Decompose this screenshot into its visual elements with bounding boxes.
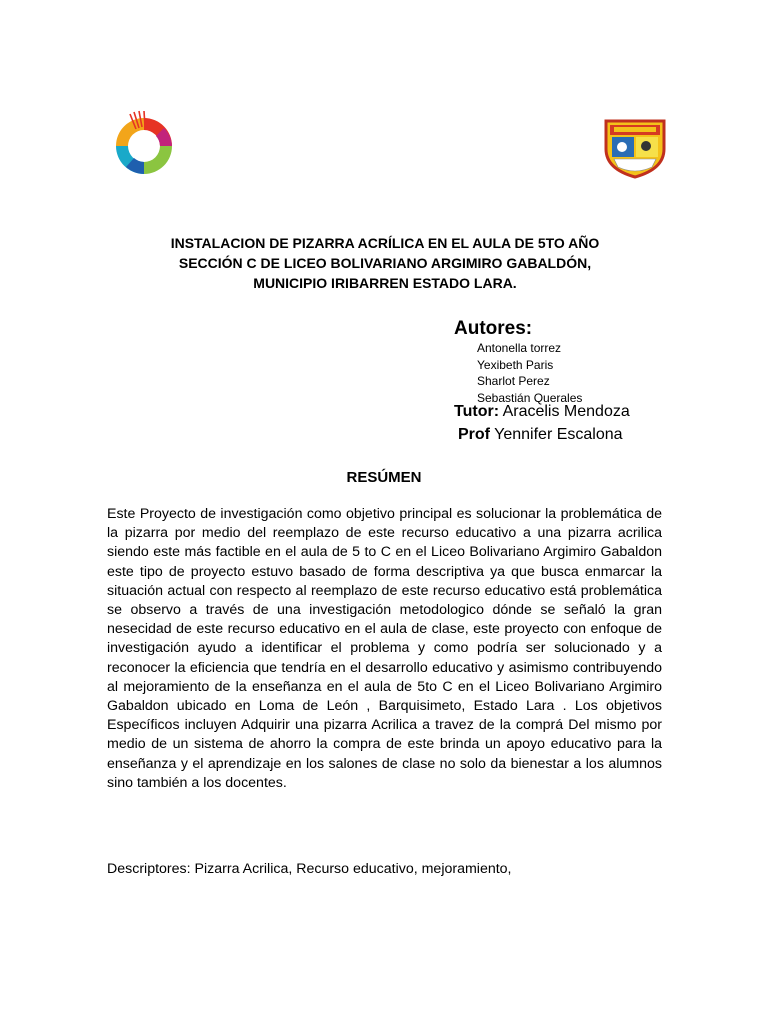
abstract-heading: RESÚMEN xyxy=(346,469,422,486)
tutor-line xyxy=(454,403,630,421)
author-name: Sharlot Perez xyxy=(477,374,550,388)
school-shield-crest-icon xyxy=(602,113,668,179)
authors-list xyxy=(477,340,582,406)
circular-color-ring-logo-icon xyxy=(106,110,182,182)
prof-label: Prof xyxy=(458,426,490,443)
author-name: Yexibeth Paris xyxy=(477,357,554,372)
prof-name: Yennifer Escalona xyxy=(494,426,623,443)
keywords-line: Descriptores: Pizarra Acrilica, Recurso educativo, mejoramiento, xyxy=(107,861,512,877)
author-name: Sebastián Querales xyxy=(477,390,583,405)
title-line: MUNICIPIO IRIBARREN ESTADO LARA. xyxy=(253,275,517,291)
institution-logo-left xyxy=(106,110,182,182)
prof-line xyxy=(458,426,623,444)
school-crest-logo-right xyxy=(602,113,668,179)
tutor-name: Aracelis Mendoza xyxy=(502,403,630,420)
title-line: SECCIÓN C DE LICEO BOLIVARIANO ARGIMIRO GABALDÓN, xyxy=(178,255,592,271)
tutor-label: Tutor: xyxy=(454,403,500,420)
title-line: INSTALACION DE PIZARRA ACRÍLICA EN EL AULA DE 5TO AÑO xyxy=(170,235,600,251)
document-title xyxy=(150,233,620,293)
author-name: Antonella torrez xyxy=(477,341,562,355)
authors-heading: Autores: xyxy=(454,318,533,339)
abstract-body: Este Proyecto de investigación como objetivo principal es solucionar la problemática de la pizarra por medio del reemplazo de este recurso educativo a una pizarra acrilica siendo este más factible en el aula de 5 to C en el Liceo Bolivariano Argimiro Gabaldon este tipo de proyecto estuvo basado de forma descriptiva ya que busca enmarcar la situación actual con respecto al reemplazo de este recurso educativo está problemática se observo a través de una investigación metodologico dónde se señaló la gran nesecidad de este recurso educativo en el aula de clase, este proyecto con enfoque de investigación ayudo a identificar el problema y como podría ser solucionado y a reconocer la eficiencia que tendría en el desarrollo educativo y asimismo contribuyendo al mejoramiento de la enseñanza en el aula de 5to C en el Liceo Bolivariano Argimiro Gabaldon ubicado en Loma de León , Barquisimeto, Estado Lara . Los objetivos Específicos incluyen Adquirir una pizarra Acrilica a travez de la comprá Del mismo por medio de un sistema de ahorro la compra de este brinda un apoyo educativo para la enseñanza y el aprendizaje en los salones de clase no solo da bienestar a los alumnos sino también a los docentes. xyxy=(107,506,662,791)
